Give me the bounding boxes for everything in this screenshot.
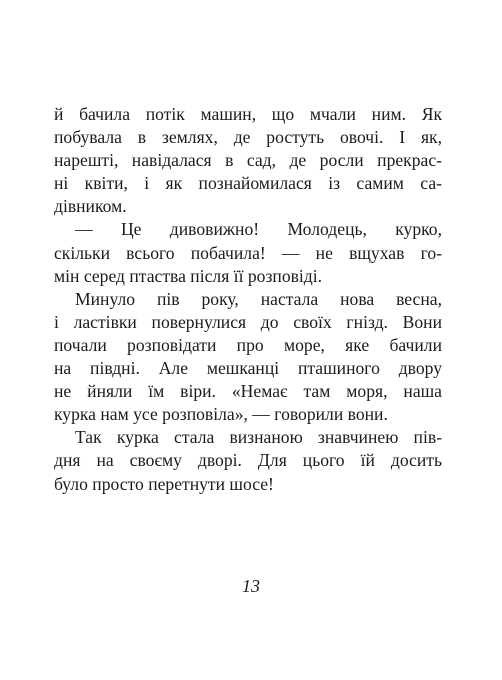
text-line: і ластівки повернулися до своїх гнізд. Вони: [54, 311, 442, 332]
text-line: було просто перетнути шосе!: [54, 473, 274, 494]
text-line: дня на своєму дворі. Для цього їй досить: [54, 450, 442, 471]
text-line: почали розповідати про море, яке бачили: [54, 334, 442, 355]
text-line: побувала в землях, де ростуть овочі. І як,: [54, 127, 442, 148]
text-line: не йняли їм віри. «Немає там моря, наша: [54, 381, 442, 402]
text-line: дівником.: [54, 196, 127, 217]
text-line: Так курка стала визнаною знавчинею пів-: [75, 427, 442, 448]
text-line: — Це дивовижно! Молодець, курко,: [75, 219, 442, 240]
text-line: курка нам усе розповіла», — говорили вони.: [54, 404, 388, 425]
body-text: [54, 103, 442, 496]
text-line: нарешті, навідалася в сад, де росли прекрас-: [54, 150, 442, 171]
text-line: й бачила потік машин, що мчали ним. Як: [54, 104, 442, 124]
text-line: Минуло пів року, настала нова весна,: [75, 288, 442, 309]
text-line: мін серед птаства після її розповіді.: [54, 265, 323, 286]
text-line: скільки всього побачила! — не вщухав го-: [54, 242, 442, 263]
text-line: ні квіти, і як познайомилася із самим са-: [54, 173, 442, 194]
text-line: на півдні. Але мешканці пташиного двору: [54, 358, 442, 379]
page-number: 13: [242, 576, 260, 596]
